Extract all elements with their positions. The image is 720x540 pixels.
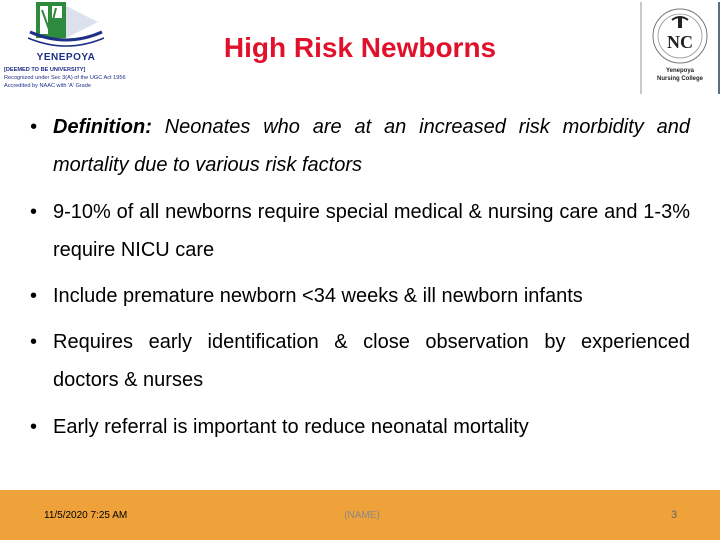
logo-tagline-1: [DEEMED TO BE UNIVERSITY]: [4, 67, 86, 73]
bullet-item: [30, 193, 690, 269]
bullet-text: Neonates who are at an increased risk morbidity and mortality due to various risk factors: [53, 116, 690, 176]
bullet-item: [30, 277, 690, 315]
footer-bar: [0, 490, 720, 540]
bullet-list: [30, 108, 690, 446]
svg-text:NC: NC: [667, 32, 693, 52]
bullet-icon: •: [30, 116, 38, 138]
college-name-line-2: Nursing College: [656, 76, 703, 82]
bullet-text: Include premature newborn <34 weeks & ill newborn infants: [53, 285, 583, 307]
footer-name: (NAME): [344, 510, 380, 521]
logo-university-name: YENEPOYA: [36, 52, 96, 63]
yenepoya-logo: [0, 0, 132, 100]
nursing-college-logo: [640, 2, 720, 94]
bullet-text: Early referral is important to reduce neonatal mortality: [53, 416, 529, 438]
bullet-icon: •: [30, 285, 38, 307]
college-emblem-icon: [652, 6, 708, 66]
bullet-icon: •: [30, 201, 38, 223]
page-number: 3: [670, 509, 678, 521]
bullet-text: 9-10% of all newborns require special medical & nursing care and 1-3% require NICU care: [53, 201, 690, 261]
bullet-label: Definition:: [53, 116, 152, 138]
bullet-item: [30, 323, 690, 399]
logo-tagline-3: Accredited by NAAC with 'A' Grade: [4, 83, 92, 89]
bullet-icon: •: [30, 331, 38, 353]
slide-title: High Risk Newborns: [223, 32, 497, 63]
college-name-line-1: Yenepoya: [665, 68, 694, 74]
bullet-text: Requires early identification & close observation by experienced doctors & nurses: [53, 331, 690, 391]
logo-tagline-2: Recognized under Sec 3(A) of the UGC Act 1956: [4, 75, 126, 81]
university-crest-icon: [28, 2, 104, 52]
bullet-definition: [30, 108, 690, 184]
footer-date: 11/5/2020 7:25 AM: [44, 510, 128, 521]
bullet-icon: •: [30, 416, 38, 438]
bullet-item: [30, 408, 690, 446]
